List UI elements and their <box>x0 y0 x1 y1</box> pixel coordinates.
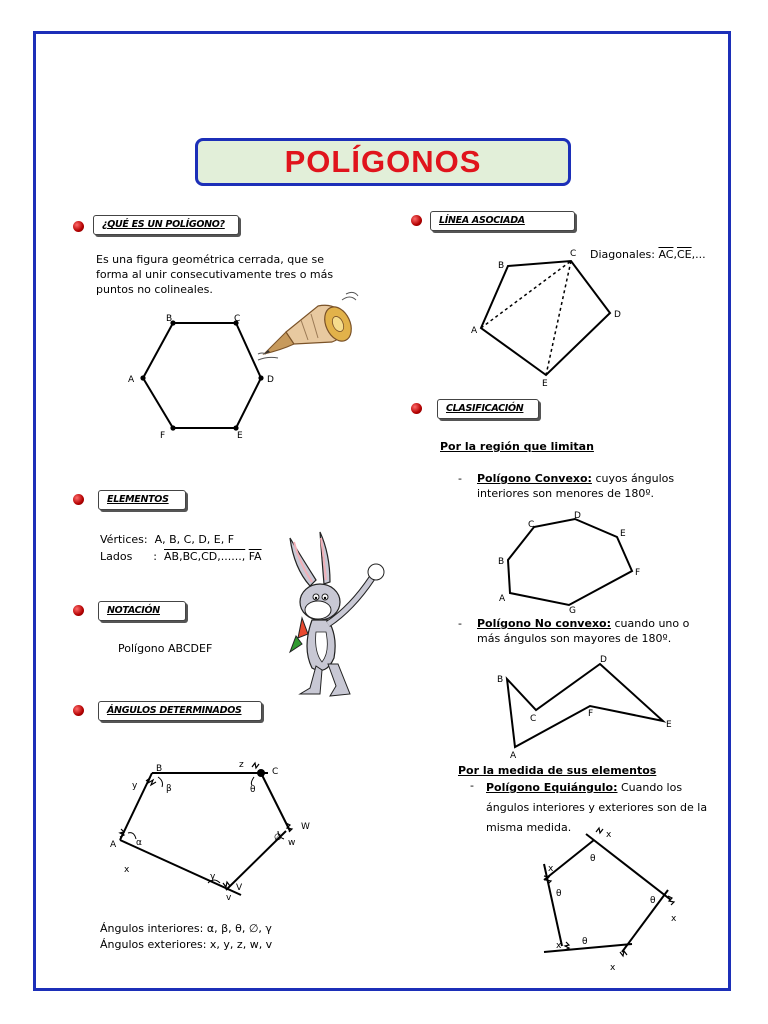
vertex-dot <box>233 425 238 430</box>
convex-dash: - <box>458 472 462 485</box>
angle-label: θ <box>556 889 562 899</box>
lados-last: $\overline{FA}$ <box>248 550 262 563</box>
vertex-label: E <box>237 431 243 441</box>
vertex-label: F <box>588 709 594 719</box>
vertices-value: A, B, C, D, E, F <box>154 533 235 546</box>
nonconvex-text <box>477 616 707 646</box>
rabbit-illustration <box>272 528 397 708</box>
nonconvex-definition: cuando uno o más ángulos son mayores de 180º. <box>477 617 690 645</box>
angles-figure <box>108 755 333 905</box>
angle-label: θ <box>590 854 596 864</box>
vertex-label: C <box>528 520 535 530</box>
angle-label: x <box>606 830 612 840</box>
diagonals-suffix: ,... <box>691 248 706 261</box>
nonconvex-dash: - <box>458 617 462 630</box>
vertex-dot <box>170 425 175 430</box>
lados-line: Lados : AB,BC,CD,......, $\overline{FA}$ <box>100 550 262 563</box>
angle-label: α <box>136 838 142 848</box>
bullet-icon <box>73 221 84 232</box>
vertex-label: C <box>234 314 241 324</box>
angle-label: z <box>239 760 244 770</box>
region-label: Por la región que limitan <box>440 440 594 453</box>
equiangular-figure <box>536 824 696 974</box>
exterior-angles-text <box>100 937 272 952</box>
associated-figure <box>468 248 628 388</box>
pencil-illustration <box>256 292 361 367</box>
angle-label: x <box>671 914 677 924</box>
notation-text: Polígono ABCDEF <box>118 642 213 655</box>
section-tag-elementos: ELEMENTOS <box>98 490 186 510</box>
vertex-label: E <box>620 529 626 539</box>
vertices-label: Vértices: <box>100 533 148 546</box>
angle-label: x <box>610 963 616 973</box>
vertex-label: A <box>471 326 478 336</box>
vertex-label: G <box>569 606 576 616</box>
diagonal-ce: $\overline{CE}$ <box>676 248 692 261</box>
hexagon-shape <box>143 323 261 428</box>
bullet-icon <box>73 494 84 505</box>
vertex-label: F <box>160 431 166 441</box>
angle-label: ∅ <box>274 833 282 843</box>
vertex-label: A <box>110 840 117 850</box>
vertex-dot <box>258 375 263 380</box>
section-tag-clasificacion: CLASIFICACIÓN <box>437 399 539 419</box>
section-tag-linea: LÍNEA ASOCIADA <box>430 211 575 231</box>
convex-figure <box>490 505 650 615</box>
vertex-label: B <box>156 764 163 774</box>
nonconvex-figure <box>490 652 680 762</box>
lados-label: Lados <box>100 550 133 563</box>
vertex-label: D <box>267 375 274 385</box>
vertex-label: B <box>498 261 505 271</box>
angle-label: θ <box>250 785 256 795</box>
equiangulo-term: Polígono Equiángulo: <box>486 781 618 794</box>
vertex-label: W <box>301 822 310 832</box>
vertex-label: A <box>128 375 135 385</box>
convex-term: Polígono Convexo: <box>477 472 592 485</box>
convex-text <box>477 471 707 501</box>
vertex-label: B <box>166 314 173 324</box>
heptagon-shape <box>508 519 632 605</box>
vertex-dot <box>140 375 145 380</box>
bullet-icon <box>73 605 84 616</box>
vertex-label: F <box>635 568 641 578</box>
page-title: POLÍGONOS <box>195 138 571 186</box>
angle-label: y <box>132 781 138 791</box>
section-tag-angulos: ÁNGULOS DETERMINADOS <box>98 701 262 721</box>
vertex-label: D <box>614 310 621 320</box>
vertex-label: A <box>510 751 517 761</box>
definition-text: Es una figura geométrica cerrada, que se forma al unir consecutivamente tres o más puntos no colineales. <box>96 253 334 296</box>
medida-heading: Por la medida de sus elementos <box>458 764 657 777</box>
vertex-label: D <box>574 511 581 521</box>
angle-label: x <box>556 941 562 951</box>
vertex-label: B <box>498 557 505 567</box>
angle-label: θ <box>650 896 656 906</box>
vertex-label: B <box>497 675 504 685</box>
bullet-icon <box>411 215 422 226</box>
region-heading <box>440 439 594 454</box>
equiangulo-dash: - <box>470 779 474 792</box>
section-tag-que-es: ¿QUÉ ES UN POLÍGONO? <box>93 215 239 235</box>
angle-label: θ <box>582 937 588 947</box>
vertex-label: C <box>272 767 279 777</box>
vertex-label: D <box>600 655 607 665</box>
lados-value: AB,BC,CD,......, <box>164 550 246 563</box>
vertex-label: C <box>570 249 577 259</box>
angle-label: w <box>288 838 296 848</box>
angle-label: x <box>124 865 130 875</box>
angle-label: γ <box>210 872 216 882</box>
vertex-label: A <box>499 594 506 604</box>
vertex-label: E <box>542 379 548 389</box>
interior-angles: Ángulos interiores: α, β, θ, ∅, γ <box>100 922 272 935</box>
vertex-label: E <box>666 720 672 730</box>
bullet-icon <box>411 403 422 414</box>
angle-label: x <box>548 864 554 874</box>
bullet-icon <box>73 705 84 716</box>
nonconvex-term: Polígono No convexo: <box>477 617 611 630</box>
pentagon-shape <box>481 261 610 375</box>
convex-definition: cuyos ángulos interiores son menores de 180º. <box>477 472 675 500</box>
vertices-line <box>100 532 290 547</box>
equiangulo-definition: Cuando los ángulos interiores y exteriores son de la misma medida. <box>486 781 708 834</box>
interior-angles-text <box>100 921 272 936</box>
exterior-angles: Ángulos exteriores: x, y, z, w, v <box>100 938 273 951</box>
diagonals-label: Diagonales: <box>590 248 655 261</box>
angle-label: β <box>166 784 172 794</box>
diagonal-ac: $\overline{AC}$ <box>658 248 674 261</box>
angle-label: v <box>226 893 232 903</box>
vertex-label: C <box>530 714 537 724</box>
vertex-label: V <box>236 883 243 893</box>
concave-shape <box>507 664 663 747</box>
diagonals-text: Diagonales: $\overline{AC},\overline{CE}$,... <box>590 248 706 261</box>
section-tag-notacion: NOTACIÓN <box>98 601 186 621</box>
